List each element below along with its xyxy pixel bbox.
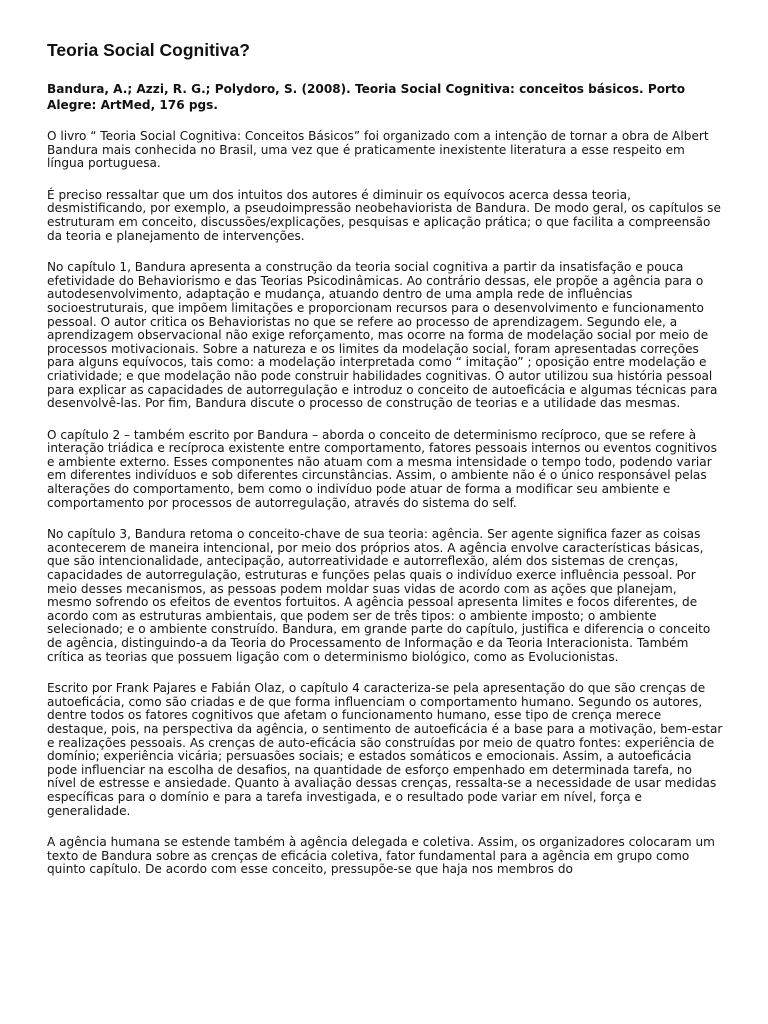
- paragraph-intro: O livro “ Teoria Social Cognitiva: Conceitos Básicos” foi organizado com a intenção de tornar a obra de Albert Bandura mais conhecida no Brasil, uma vez que é praticamente inexistente literatura a esse respeito em língua portuguesa.: [47, 129, 709, 171]
- book-reference: Bandura, A.; Azzi, R. G.; Polydoro, S. (2008). Teoria Social Cognitiva: conceitos básicos. Porto Alegre: ArtMed, 176 pgs.: [47, 82, 686, 112]
- paragraph-purpose: É preciso ressaltar que um dos intuitos dos autores é diminuir os equívocos acerca dessa teoria, desmistificando, por exemplo, a pseudoimpressão neobehaviorista de Bandura. De modo geral, os capítulos se estruturam em conceito, discussões/explicações, pesquisas e aplicação prática; o que facilita a compreensão da teoria e planejamento de intervenções.: [47, 187, 721, 243]
- document-title: Teoria Social Cognitiva?: [47, 40, 250, 60]
- paragraph-chapter-2: O capítulo 2 – também escrito por Bandura – aborda o conceito de determinismo recíproco, que se refere à interação triádica e recíproca existente entre comportamento, fatores pessoais internos ou eventos cognitivos e ambiente externo. Esses componentes não atuam com a mesma intensidade o tempo todo, podendo variar em diferentes indivíduos e sob diferentes circunstâncias. Assim, o ambiente não é o único responsável pelas alterações do comportamento, bem como o indivíduo pode atuar de forma a modificar seu ambiente e comportamento por processos de autorregulação, através do sistema do self.: [47, 427, 717, 510]
- paragraph-chapter-4: Escrito por Frank Pajares e Fabián Olaz, o capítulo 4 caracteriza-se pela apresentação do que são crenças de autoeficácia, como são criadas e de que forma influenciam o comportamento humano. Segundo os autores, dentre todos os fatores cognitivos que afetam o funcionamento humano, esse tipo de crença merece destaque, pois, na perspectiva da agência, o sentimento de autoeficácia é a base para a motivação, bem-estar e realizações pessoais. As crenças de auto-eficácia são construídas por meio de quatro fontes: experiência de domínio; experiência vicária; persuasões sociais; e estados somáticos e emocionais. Assim, a autoeficácia pode influenciar na escolha de desafios, na quantidade de esforço empenhado em determinada tarefa, no nível de estresse e ansiedade. Quanto à avaliação dessas crenças, ressalta-se a necessidade de usar medidas específicas para o domínio e para a tarefa investigada, e o resultado pode variar em nível, força e generalidade.: [47, 681, 723, 818]
- paragraph-chapter-3: No capítulo 3, Bandura retoma o conceito-chave de sua teoria: agência. Ser agente significa fazer as coisas acontecerem de maneira intencional, por meio dos próprios atos. A agência envolve características básicas, que são intencionalidade, antecipação, autorreatividade e autorreflexão, além dos sistemas de crenças, capacidades de autorregulação, estruturas e funções pelas quais o indivíduo exerce influência pessoal. Por meio desses mecanismos, as pessoas podem moldar suas vidas de acordo com as ações que planejam, mesmo sofrendo os efeitos de eventos fortuitos. A agência pessoal apresenta limites e focos diferentes, de acordo com as estruturas ambientais, que podem ser de três tipos: o ambiente imposto; o ambiente selecionado; e o ambiente construído. Bandura, em grande parte do capítulo, justifica e diferencia o conceito de agência, distinguindo-a da Teoria do Processamento de Informação e da Teoria Interacionista. Também crítica as teorias que possuem ligação com o determinismo biológico, como as Evolucionistas.: [47, 527, 711, 664]
- paragraph-chapter-5: A agência humana se estende também à agência delegada e coletiva. Assim, os organizadores colocaram um texto de Bandura sobre as crenças de eficácia coletiva, fator fundamental para a agência em grupo como quinto capítulo. De acordo com esse conceito, pressupõe-se que haja nos membros do: [47, 835, 715, 877]
- document-page: [47, 40, 723, 895]
- paragraph-chapter-1: No capítulo 1, Bandura apresenta a construção da teoria social cognitiva a partir da insatisfação e pouca efetividade do Behaviorismo e das Teorias Psicodinâmicas. Ao contrário dessas, ele propõe a agência para o autodesenvolvimento, adaptação e mudança, atuando dentro de uma ampla rede de influências socioestruturais, que impõem limitações e proporcionam recursos para o desenvolvimento e funcionamento pessoal. O autor critica os Behavioristas no que se refere ao processo de aprendizagem. Segundo ele, a aprendizagem observacional não exige reforçamento, mas ocorre na forma de modelação social por meio de processos motivacionais. Sobre a natureza e os limites da modelação social, foram apresentadas correções para alguns equívocos, tais como: a modelação interpretada como “ imitação” ; oposição entre modelação e criatividade; e que modelação não pode construir habilidades cognitivas. O autor utilizou sua história pessoal para explicar as capacidades de autorregulação e introduz o conceito de autoeficácia e algumas técnicas para desenvolvê-las. Por fim, Bandura discute o processo de construção de teorias e a utilidade das mesmas.: [47, 260, 718, 411]
